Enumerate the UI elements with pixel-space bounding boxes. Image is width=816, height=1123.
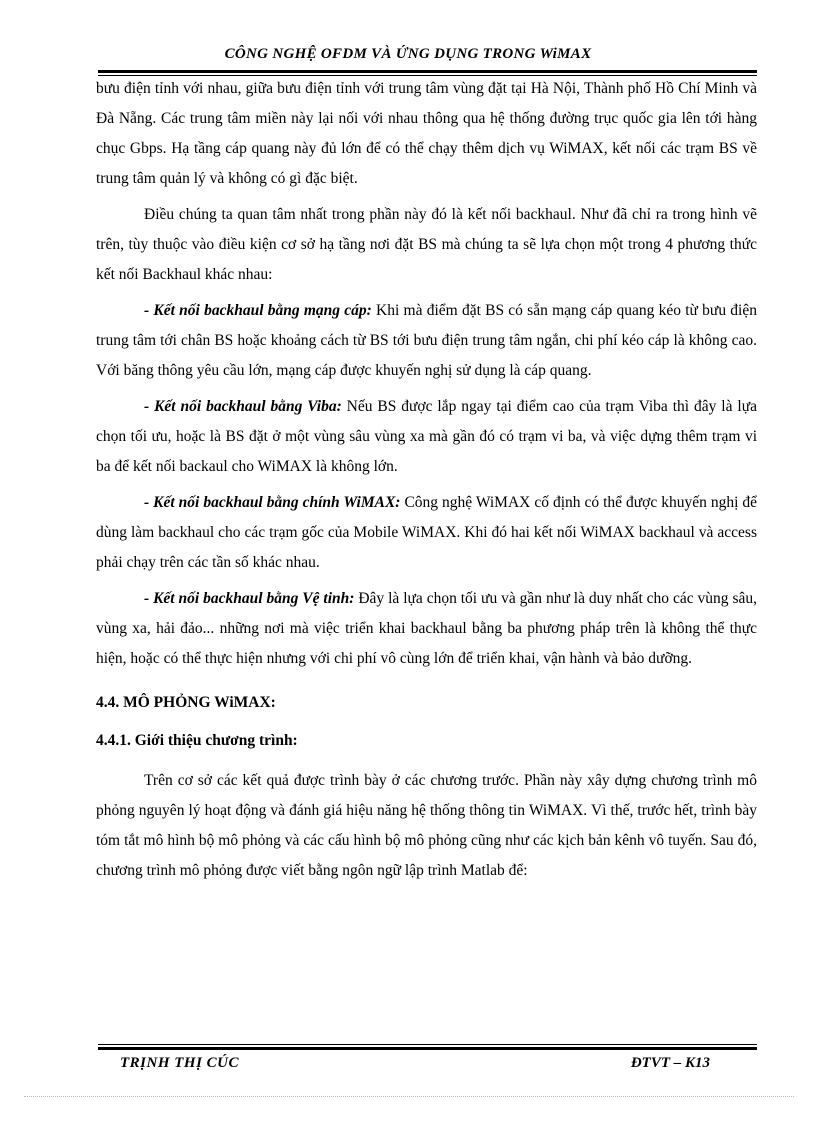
text-viba: Nếu BS được lắp ngay tại điểm cao của trạm Viba thì đây là lựa chọn tối ưu, hoặc là BS đặt ở một vùng sâu vùng xa mà gần đó có trạm vi ba, và việc dựng thêm trạm vi ba để kết nối backaul cho WiMAX là không lớn. <box>96 398 757 475</box>
text-wimax: Công nghệ WiMAX cố định có thể được khuyến nghị để dùng làm backhaul cho các trạm gốc của Mobile WiMAX. Khi đó hai kết nối WiMAX backhaul và access phải chạy trên các tần số khác nhau. <box>96 494 758 571</box>
paragraph-cable <box>96 296 757 386</box>
footer-rule-thick <box>98 1047 757 1050</box>
paragraph-viba <box>96 392 757 482</box>
paragraph-intro: bưu điện tỉnh với nhau, giữa bưu điện tỉnh với trung tâm vùng đặt tại Hà Nội, Thành phố Hồ Chí Minh và Đà Nẵng. Các trung tâm miền này lại nối với nhau thông qua hệ thống đường trục quốc gia lên tới hàng chục Gbps. Hạ tầng cáp quang này đủ lớn để có thể chạy thêm dịch vụ WiMAX, kết nối các trạm BS về trung tâm quản lý và không có gì đặc biệt. <box>96 80 757 187</box>
lead-viba: - Kết nối backhaul bằng Viba: <box>144 398 342 415</box>
page-header-title: CÔNG NGHỆ OFDM VÀ ỨNG DỤNG TRONG WiMAX <box>224 46 592 62</box>
paragraph-backhaul: Điều chúng ta quan tâm nhất trong phần này đó là kết nối backhaul. Như đã chỉ ra trong hình vẽ trên, tùy thuộc vào điều kiện cơ sở hạ tầng nơi đặt BS mà chúng ta sẽ lựa chọn một trong 4 phương thức kết nối Backhaul khác nhau: <box>96 206 757 283</box>
lead-satellite: - Kết nối backhaul bằng Vệ tinh: <box>144 590 355 607</box>
subsection-heading: 4.4.1. Giới thiệu chương trình: <box>96 732 298 749</box>
footer-class: ĐTVT – K13 <box>630 1055 710 1071</box>
paragraph-wimax <box>96 488 757 578</box>
paragraph-satellite <box>96 584 757 674</box>
text-cable: Khi mà điểm đặt BS có sẵn mạng cáp quang kéo từ bưu điện trung tâm tới chân BS hoặc khoảng cách từ BS tới bưu điện trung tâm ngắn, chi phí kéo cáp là không cao. Với băng thông yêu cầu lớn, mạng cáp được khuyến nghị sử dụng là cáp quang. <box>96 302 757 379</box>
footer-author: TRỊNH THỊ CÚC <box>120 1055 240 1071</box>
section-heading: 4.4. MÔ PHỎNG WiMAX: <box>96 694 276 711</box>
lead-wimax: - Kết nối backhaul bằng chính WiMAX: <box>144 494 401 511</box>
footer-rule-thin <box>98 1044 757 1045</box>
page-bottom-dotted-line <box>24 1096 794 1097</box>
document-body <box>96 74 757 886</box>
lead-cable: - Kết nối backhaul bằng mạng cáp: <box>144 302 372 319</box>
header-rule-thick <box>98 70 757 73</box>
paragraph-simulation: Trên cơ sở các kết quả được trình bày ở các chương trước. Phần này xây dựng chương trình mô phỏng nguyên lý hoạt động và đánh giá hiệu năng hệ thống thông tin WiMAX. Vì thế, trước hết, trình bày tóm tắt mô hình bộ mô phỏng và các cấu hình bộ mô phỏng cũng như các kịch bản kênh vô tuyến. Sau đó, chương trình mô phỏng được viết bằng ngôn ngữ lập trình Matlab để: <box>96 772 757 879</box>
text-satellite: Đây là lựa chọn tối ưu và gần như là duy nhất cho các vùng sâu, vùng xa, hải đảo... những nơi mà việc triển khai backhaul bằng ba phương pháp trên là không thể thực hiện, hoặc có thể thực hiện nhưng với chi phí vô cùng lớn để triển khai, vận hành và bảo dưỡng. <box>96 590 757 667</box>
